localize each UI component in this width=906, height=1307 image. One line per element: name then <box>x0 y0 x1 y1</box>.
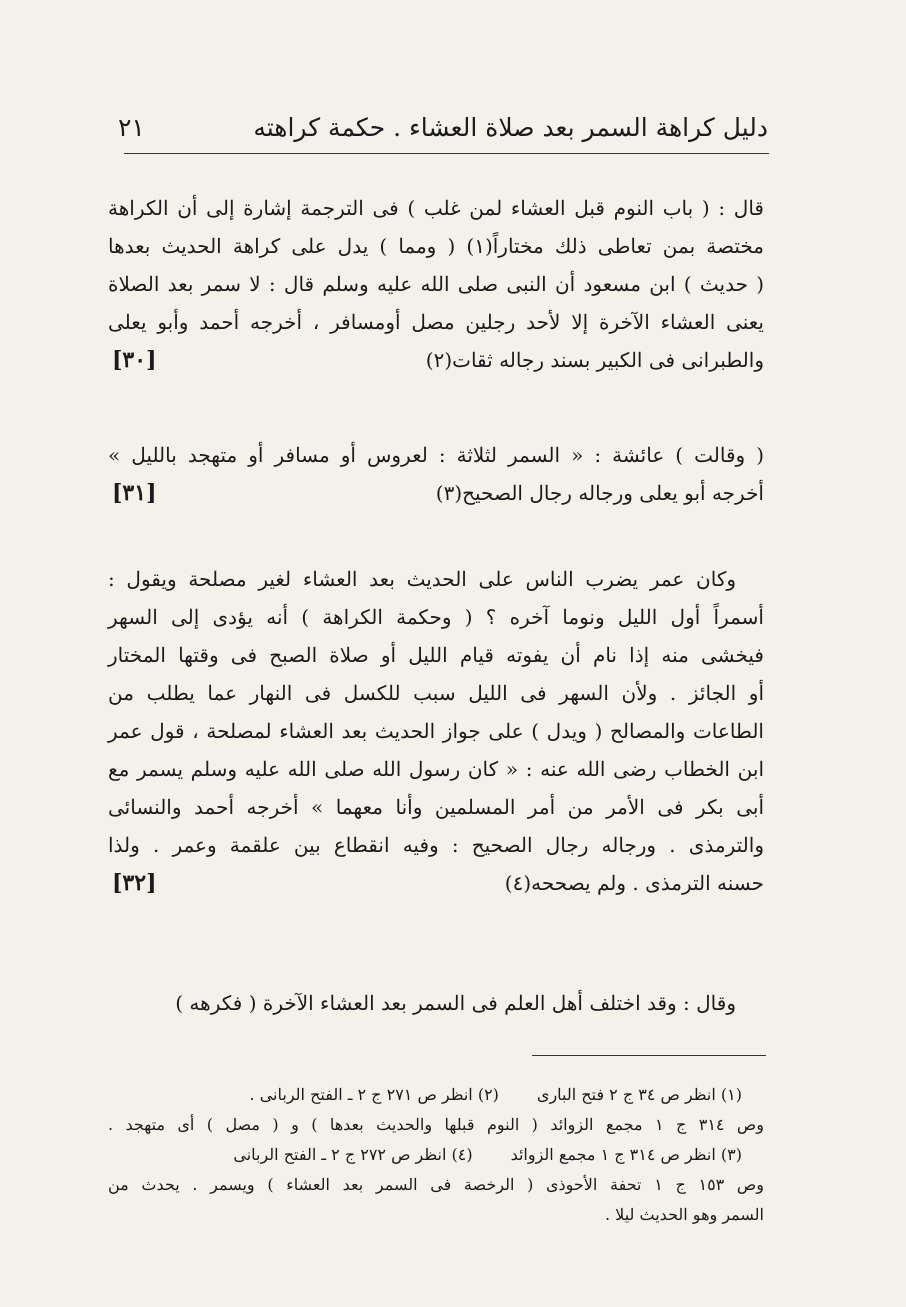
footnote-rule <box>532 1055 766 1056</box>
paragraph-4 <box>108 984 764 1022</box>
text-line: ( حديث ) ابن مسعود أن النبى صلى الله عليه وسلم قال : لا سمر بعد الصلاة <box>108 272 764 296</box>
footnote-line: وص ٣١٤ ج ١ مجمع الزوائد ( النوم قبلها والحديث بعدها ) و ( مصل ) أى متهجد . <box>108 1115 764 1134</box>
text-line-with-marker <box>108 474 764 512</box>
text-line: وكان عمر يضرب الناس على الحديث بعد العشاء لغير مصلحة ويقول : <box>108 567 737 591</box>
text-line: أسمراً أول الليل ونوما آخره ؟ ( وحكمة الكراهة ) أنه يؤدى إلى السهر <box>108 605 764 629</box>
text-line: قال : ( باب النوم قبل العشاء لمن غلب ) فى الترجمة إشارة إلى أن الكراهة <box>108 196 764 220</box>
footnote-2: (٢) انظر ص ٢٧١ ج ٢ ـ الفتح الربانى . <box>249 1085 499 1104</box>
text-line: الطاعات والمصالح ( ويدل ) على جواز الحديث بعد العشاء لمصلحة ، قول عمر <box>108 719 764 743</box>
running-header <box>118 104 768 150</box>
text-line: ابن الخطاب رضى الله عنه : « كان رسول الله صلى الله عليه وسلم يسمر مع <box>108 757 764 781</box>
page-number: ٢١ <box>118 112 145 142</box>
text-line: أو الجائز . ولأن السهر فى الليل سبب للكسل فى النهار عما يطلب من <box>108 681 764 705</box>
paragraph-1 <box>108 189 764 379</box>
text-line: وقال : وقد اختلف أهل العلم فى السمر بعد العشاء الآخرة ( فكرهه ) <box>175 991 736 1015</box>
text-line: والطبرانى فى الكبير بسند رجاله ثقات(٢) <box>425 348 764 372</box>
paragraph-2 <box>108 436 764 512</box>
footnote-1: (١) انظر ص ٣٤ ج ٢ فتح البارى <box>536 1085 742 1104</box>
hadith-number: [٣١] <box>112 480 157 506</box>
footnote-line <box>108 1140 764 1170</box>
footnote-line: السمر وهو الحديث ليلا . <box>605 1205 764 1224</box>
hadith-number: [٣٠] <box>112 347 157 373</box>
footnotes <box>108 1080 764 1230</box>
header-rule <box>124 153 769 154</box>
hadith-number: [٣٢] <box>112 870 157 896</box>
paragraph-3 <box>108 560 764 902</box>
text-line: والترمذى . ورجاله رجال الصحيح : وفيه انقطاع بين علقمة وعمر . ولذا <box>108 833 764 857</box>
text-line: يعنى العشاء الآخرة إلا لأحد رجلين مصل أومسافر ، أخرجه أحمد وأبو يعلى <box>108 310 764 334</box>
footnote-4: (٤) انظر ص ٢٧٢ ج ٢ ـ الفتح الربانى <box>233 1145 473 1164</box>
text-line-with-marker <box>108 864 764 902</box>
footnote-3: (٣) انظر ص ٣١٤ ج ١ مجمع الزوائد <box>510 1145 742 1164</box>
footnote-line: وص ١٥٣ ج ١ تحفة الأحوذى ( الرخصة فى السمر بعد العشاء ) ويسمر . يحدث من <box>108 1175 764 1194</box>
text-line: أبى بكر فى الأمر من أمر المسلمين وأنا معهما » أخرجه أحمد والنسائى <box>108 795 764 819</box>
text-line-with-marker <box>108 341 764 379</box>
text-line: مختصة بمن تعاطى ذلك مختاراً(١) ( ومما ) يدل على كراهة الحديث بعدها <box>108 234 764 258</box>
text-line: ( وقالت ) عائشة : « السمر لثلاثة : لعروس أو مسافر أو متهجد بالليل » <box>108 443 764 467</box>
footnote-line <box>108 1080 764 1110</box>
text-line: فيخشى منه إذا نام أن يفوته قيام الليل أو صلاة الصبح فى وقتها المختار <box>108 643 764 667</box>
text-line: أخرجه أبو يعلى ورجاله رجال الصحيح(٣) <box>435 481 764 505</box>
running-title: دليل كراهة السمر بعد صلاة العشاء . حكمة كراهته <box>253 112 768 142</box>
text-line: حسنه الترمذى . ولم يصححه(٤) <box>504 871 764 895</box>
